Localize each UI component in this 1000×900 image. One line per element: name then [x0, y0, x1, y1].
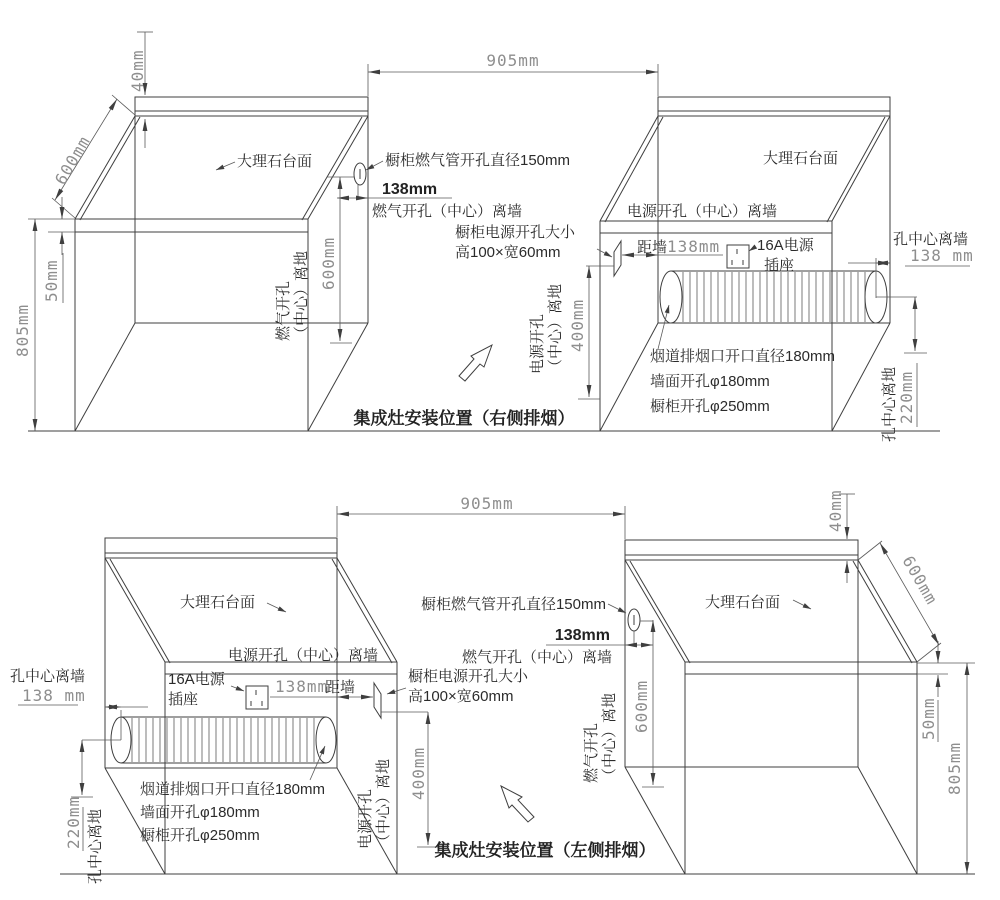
socket-label: 插座: [764, 257, 795, 274]
hole-center-floor-label: 孔中心离地: [881, 366, 898, 442]
gas-pipe-hole-icon: [628, 609, 640, 631]
exhaust-duct: [660, 271, 887, 323]
countertop-label: 大理石台面: [180, 594, 256, 611]
annotations: [13, 49, 974, 442]
top-diagram-title: 集成灶安装位置（右侧排烟）: [353, 409, 575, 428]
gas-floor-label: 燃气开孔: [583, 722, 600, 783]
hole-center-floor-label: 孔中心离地: [87, 808, 104, 884]
dim-50mm: 50mm: [42, 259, 61, 302]
socket-label: 16A电源: [168, 671, 225, 688]
dim-805mm: 805mm: [13, 303, 32, 357]
dim-600mm-floor: 600mm: [319, 236, 338, 290]
countertop-label: 大理石台面: [763, 150, 839, 167]
gas-hole-wall-label: 燃气开孔（中心）离墙: [461, 649, 612, 666]
install-direction-arrow: [501, 786, 534, 822]
hole-center-wall-value: 138 mm: [22, 686, 86, 705]
dim-905mm: 905mm: [486, 51, 540, 70]
gas-hole-offset-label: 138mm: [554, 627, 610, 644]
gas-floor-label: （中心）离地: [601, 692, 618, 783]
top-diagram: [13, 32, 974, 442]
power-slot-icon: [614, 241, 621, 276]
socket-label: 16A电源: [757, 237, 814, 254]
dim-905mm: 905mm: [460, 494, 514, 513]
power-hole-size-label: 高100×宽60mm: [408, 688, 514, 705]
right-cabinet: [625, 540, 917, 874]
dim-400mm: 400mm: [568, 298, 587, 352]
exhaust-duct: [111, 717, 336, 763]
power-hole-wall-label: 电源开孔（中心）离墙: [227, 647, 378, 664]
dim-400mm: 400mm: [409, 746, 428, 800]
hole-center-wall-label: 孔中心离墙: [893, 231, 969, 248]
gas-floor-label: （中心）离地: [293, 250, 310, 341]
bottom-diagram-title: 集成灶安装位置（左侧排烟）: [434, 841, 656, 860]
power-hole-size-label: 橱柜电源开孔大小: [408, 668, 529, 685]
dim-805mm: 805mm: [945, 741, 964, 795]
power-floor-label: （中心）离地: [547, 283, 564, 374]
gas-pipe-hole-label: 橱柜燃气管开孔直径150mm: [420, 596, 606, 613]
wall-offset-value: 138mm: [667, 237, 721, 256]
socket-icon: [246, 686, 268, 709]
power-slot-icon: [374, 683, 381, 718]
wall-offset-label: 距墙: [637, 239, 668, 256]
power-hole-size-label: 橱柜电源开孔大小: [455, 224, 576, 241]
annotations: [10, 489, 964, 884]
flue-label: 烟道排烟口开口直径180mm: [650, 348, 836, 365]
dim-600mm-floor: 600mm: [632, 679, 651, 733]
dim-600mm-depth: 600mm: [51, 132, 95, 188]
hole-center-wall-label: 孔中心离墙: [10, 668, 86, 685]
hole-center-floor-value: 220mm: [64, 795, 83, 849]
wall-offset-label: 距墙: [325, 679, 356, 696]
dim-40mm: 40mm: [128, 49, 147, 92]
flue-label: 橱柜开孔φ250mm: [650, 398, 770, 415]
power-floor-label: 电源开孔: [529, 313, 546, 374]
power-floor-label: （中心）离地: [375, 758, 392, 849]
bottom-diagram: [10, 489, 975, 884]
gas-pipe-hole-icon: [354, 163, 366, 185]
countertop-label: 大理石台面: [705, 594, 781, 611]
gas-hole-wall-label: 燃气开孔（中心）离墙: [372, 203, 523, 220]
dim-40mm: 40mm: [826, 489, 845, 532]
dim-50mm: 50mm: [919, 697, 938, 740]
socket-icon: [727, 245, 749, 268]
flue-label: 墙面开孔φ180mm: [650, 373, 770, 390]
dim-600mm-depth: 600mm: [898, 552, 942, 609]
gas-floor-label: 燃气开孔: [275, 280, 292, 341]
flue-label: 烟道排烟口开口直径180mm: [140, 781, 326, 798]
power-floor-label: 电源开孔: [357, 788, 374, 849]
flue-label: 橱柜开孔φ250mm: [140, 827, 260, 844]
hole-center-floor-value: 220mm: [897, 370, 916, 424]
power-hole-size-label: 高100×宽60mm: [455, 244, 561, 261]
gas-pipe-hole-label: 橱柜燃气管开孔直径150mm: [385, 152, 571, 169]
socket-label: 插座: [168, 691, 199, 708]
countertop-label: 大理石台面: [237, 153, 313, 170]
install-direction-arrow: [459, 345, 492, 381]
flue-label: 墙面开孔φ180mm: [140, 804, 260, 821]
gas-hole-offset-label: 138mm: [382, 181, 438, 198]
power-hole-wall-label: 电源开孔（中心）离墙: [627, 203, 778, 220]
wall-offset-value: 138mm: [275, 677, 329, 696]
hole-center-wall-value: 138 mm: [910, 246, 974, 265]
